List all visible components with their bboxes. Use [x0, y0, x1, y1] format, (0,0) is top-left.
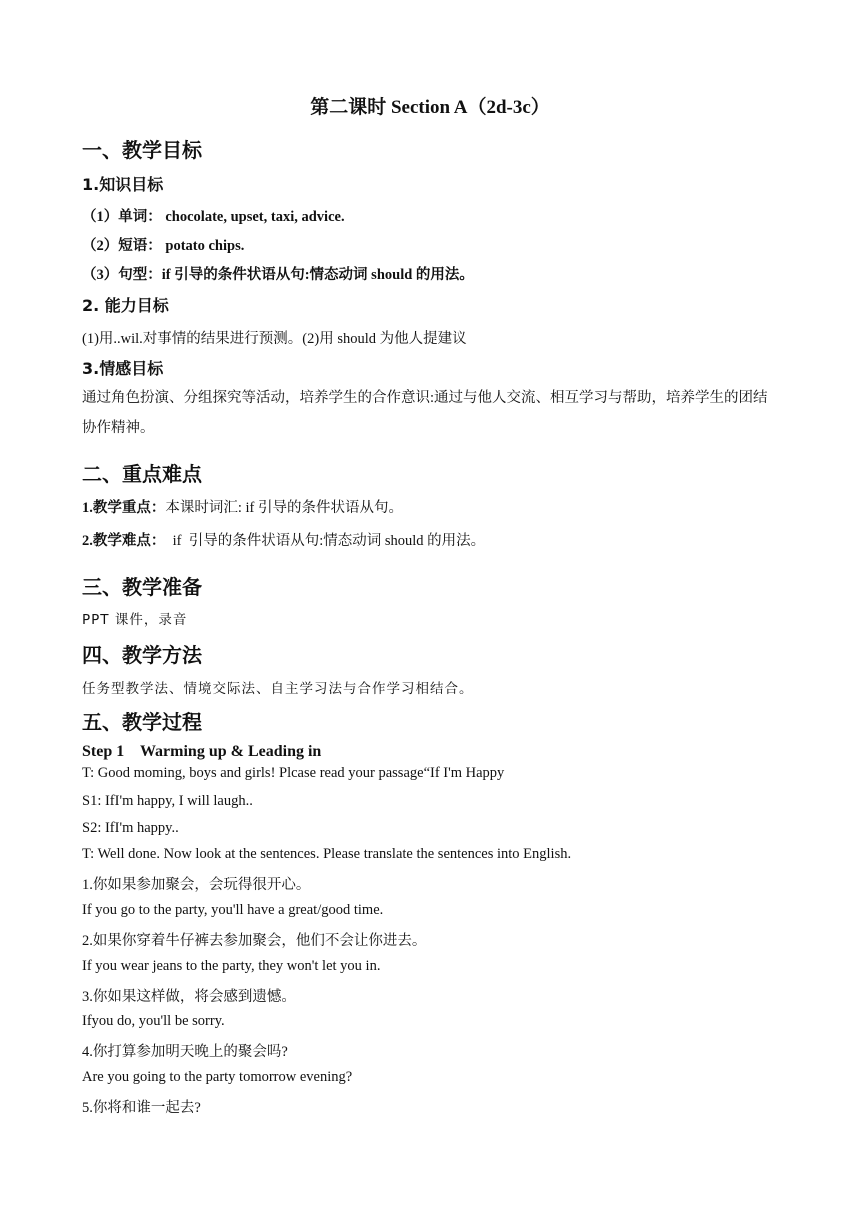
process-line: If you go to the party, you'll have a great/good time.	[82, 902, 384, 918]
methods-text: 任务型教学法、情境交际法、自主学习法与合作学习相结合。	[82, 681, 474, 697]
subheading-emotion: 3.情感目标	[82, 359, 164, 378]
section-heading-preparation: 三、教学准备	[82, 575, 202, 599]
phrases-line: （2）短语： potato chips.	[82, 238, 245, 254]
process-line: 5.你将和谁一起去?	[82, 1100, 201, 1116]
preparation-text: PPT 课件，录音	[82, 612, 188, 628]
process-line: T: Well done. Now look at the sentences. Please translate the sentences into English.	[82, 846, 572, 862]
process-line: 3.你如果这样做，将会感到遗憾。	[82, 989, 296, 1005]
words-line: （1）单词： chocolate, upset, taxi, advice.	[82, 209, 345, 225]
section-heading-objectives: 一、教学目标	[82, 138, 202, 162]
section-heading-key-points: 二、重点难点	[82, 462, 202, 486]
process-line: Are you going to the party tomorrow evening?	[82, 1069, 353, 1085]
section-heading-process: 五、教学过程	[82, 710, 202, 734]
process-line: Ifyou do, you'll be sorry.	[82, 1013, 225, 1029]
difficulty-text: if 引导的条件状语从句:情态动词 should 的用法。	[165, 533, 486, 549]
subheading-knowledge: 1.知识目标	[82, 175, 164, 194]
section-heading-methods: 四、教学方法	[82, 643, 202, 667]
step1-heading: Step 1 Warming up & Leading in	[82, 743, 322, 760]
process-line: S2: IfI'm happy..	[82, 820, 179, 836]
page-title: 第二课时 Section A（2d-3c）	[310, 97, 550, 118]
key-point-text: 本课时词汇: if 引导的条件状语从句。	[165, 500, 404, 516]
process-line: 1.你如果参加聚会，会玩得很开心。	[82, 877, 311, 893]
process-line: S1: IfI'm happy, I will laugh..	[82, 793, 253, 809]
process-line: 2.如果你穿着牛仔裤去参加聚会，他们不会让你进去。	[82, 933, 427, 949]
process-line: 4.你打算参加明天晚上的聚会吗?	[82, 1044, 288, 1060]
emotion-text: 通过角色扮演、分组探究等活动，培养学生的合作意识:通过与他人交流、相互学习与帮助，培养学生的团结协作精神。	[82, 390, 768, 436]
difficulty-line	[82, 529, 485, 550]
difficulty-label: 2.教学难点：	[82, 533, 166, 549]
key-point-line	[82, 496, 403, 517]
sentences-line: （3）句型：if 引导的条件状语从句:情态动词 should 的用法。	[82, 267, 474, 283]
ability-text: (1)用..wil.对事情的结果进行预测。(2)用 should 为他人提建议	[82, 331, 467, 347]
key-point-label: 1.教学重点：	[82, 500, 166, 516]
process-line: If you wear jeans to the party, they won't let you in.	[82, 958, 381, 974]
process-line: T: Good moming, boys and girls! Plcase read your passage“If I'm Happy	[82, 765, 505, 781]
subheading-ability: 2. 能力目标	[82, 296, 169, 315]
